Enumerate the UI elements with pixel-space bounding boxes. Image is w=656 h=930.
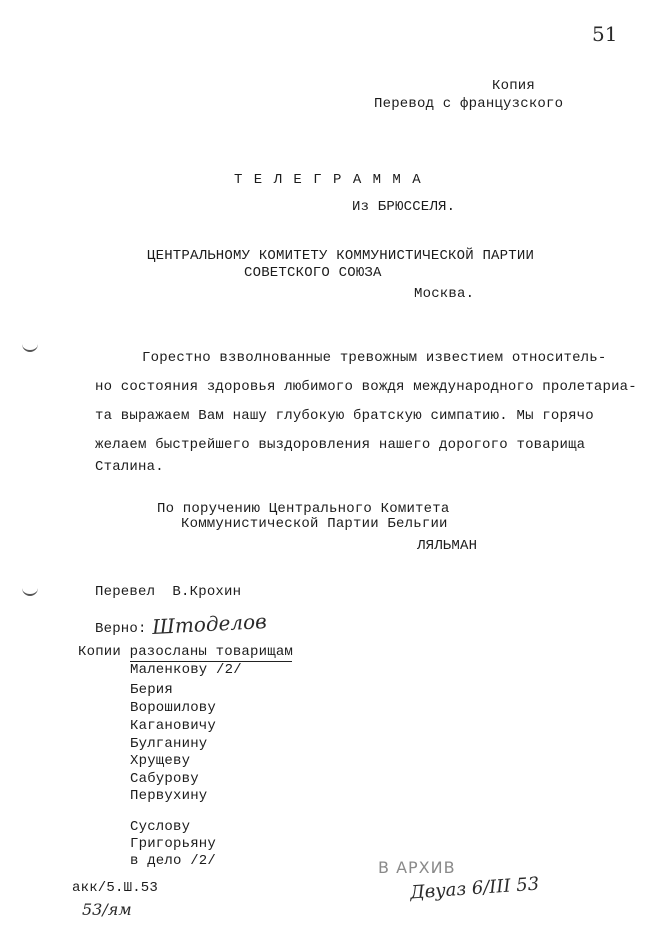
- body-line-5: Сталина.: [95, 459, 164, 475]
- recipient-item: Сабурову: [130, 771, 199, 787]
- telegram-origin: Из БРЮССЕЛЯ.: [352, 199, 456, 215]
- punch-hole-mark: [22, 586, 38, 596]
- recipient-item: Хрущеву: [130, 753, 191, 769]
- recipient-item: Суслову: [130, 819, 191, 835]
- recipient-item: Кагановичу: [130, 718, 217, 734]
- verified-signature: Штоделов: [151, 609, 268, 639]
- recipient-item: Ворошилову: [130, 700, 217, 716]
- telegram-title: Т Е Л Е Г Р А М М А: [234, 172, 423, 188]
- addressee-line-1: ЦЕНТРАЛЬНОМУ КОМИТЕТУ КОММУНИСТИЧЕСКОЙ ПАРТИИ: [147, 248, 535, 264]
- body-line-2: но состояния здоровья любимого вождя международного пролетариа-: [95, 379, 637, 395]
- translator-line: Перевел В.Крохин: [95, 584, 242, 600]
- translation-note: Перевод с французского: [374, 96, 564, 112]
- recipient-item: Берия: [130, 682, 174, 698]
- handwritten-number: 53/ям: [82, 900, 132, 919]
- signature-line-1: По поручению Центрального Комитета: [157, 501, 450, 517]
- copy-label: Копия: [492, 78, 536, 94]
- body-line-1: Горестно взволнованные тревожным известием относитель-: [142, 350, 607, 366]
- signature-line-2: Коммунистической Партии Бельгии: [181, 516, 448, 532]
- recipient-item: в дело /2/: [130, 853, 217, 869]
- body-line-3: та выражаем Вам нашу глубокую братскую симпатию. Мы горячо: [95, 408, 594, 424]
- recipient-item: Маленкову /2/: [130, 662, 242, 678]
- reference-code: акк/5.Ш.53: [72, 880, 159, 896]
- archive-stamp: В АРХИВ: [378, 858, 456, 877]
- punch-hole-mark: [22, 342, 38, 352]
- recipient-item: Булганину: [130, 736, 208, 752]
- copies-heading: Копии разосланы товарищам: [78, 644, 294, 660]
- archive-handwritten-note: Двуаз 6/III 53: [409, 873, 540, 904]
- verified-label: Верно:: [95, 621, 147, 637]
- addressee-city: Москва.: [414, 286, 475, 302]
- recipient-item: Первухину: [130, 788, 208, 804]
- recipient-item: Григорьяну: [130, 836, 217, 852]
- addressee-line-2: СОВЕТСКОГО СОЮЗА: [244, 265, 382, 281]
- signature-name: ЛЯЛЬМАН: [417, 538, 478, 554]
- body-line-4: желаем быстрейшего выздоровления нашего дорогого товарища: [95, 437, 586, 453]
- page-number: 51: [592, 22, 618, 46]
